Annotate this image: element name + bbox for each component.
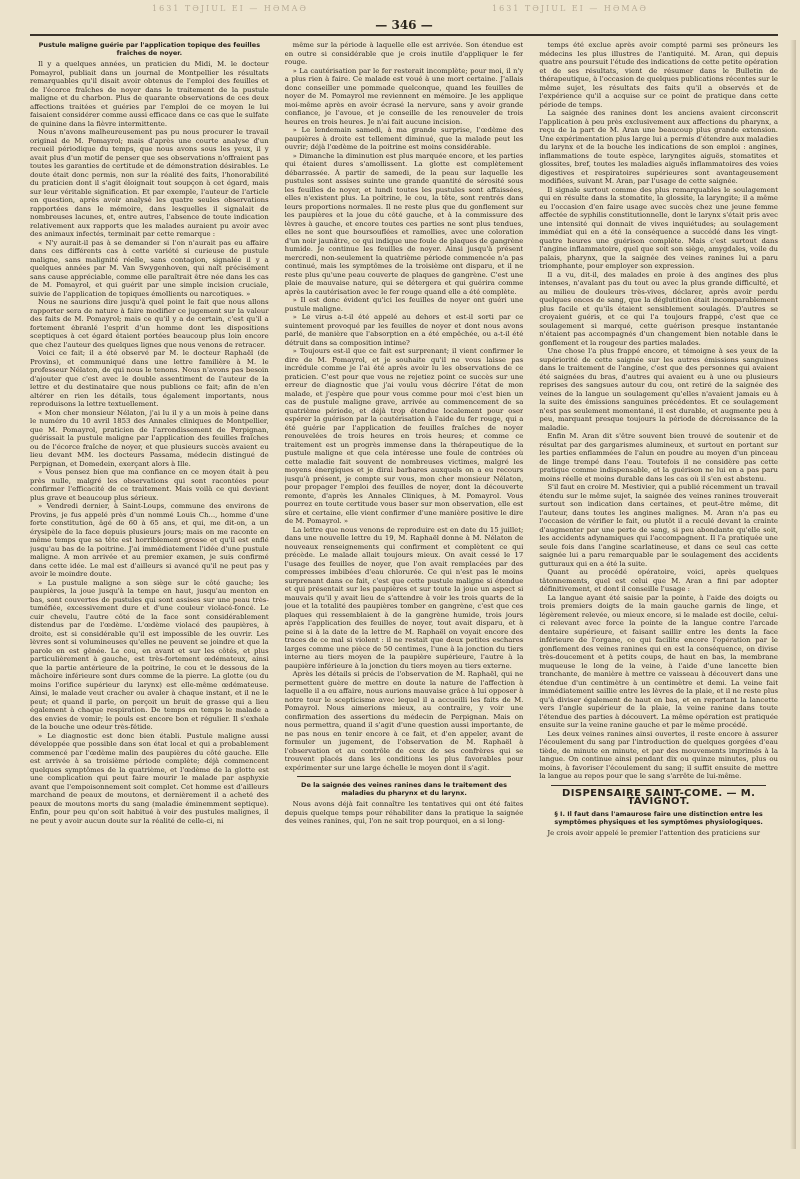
column-2 xyxy=(285,41,524,1151)
column-1 xyxy=(30,41,269,1151)
paragraph: » Vous pensez bien que ma confiance en ce moyen était à peu près nulle, malgré les observations qui sont racontées pour confirmer l'efficacité de ce traitement. Mais voilà ce qui devient plus grave et beaucoup plus sérieux. xyxy=(30,468,269,502)
paragraph: « Mon cher monsieur Nélaton, j'ai lu il y a un mois à peine dans le numéro du 10 avril 1853 des Annales cliniques de Montpellier, que M. Pomayrol, praticien de l'arrondissement de Perpignan, guérissait la pustule maligne par l'application des feuilles fraîches ou de l'écorce fraîche de noyer, et que plusieurs succès avaient eu lieu devant MM. les docteurs Passama, médecin distingué de Perpignan, et Domedein, exerçant alors à Ille. xyxy=(30,408,269,468)
paragraph: Quant au procédé opératoire, voici, après quelques tâtonnements, quel est celui que M. Aran a fini par adopter définitivement, et dont il conseille l'usage : xyxy=(539,568,778,593)
paragraph: Enfin M. Aran dit s'être souvent bien trouvé de soutenir et de résultat par des gargarismes alumineux, et surtout en portant sur les parties enflammées de l'alun en poudre au moyen d'un pinceau de linge trempé dans l'eau. Toutefois il ne considère pas cette pratique comme indispensable, et la guérison ne lui en a pas paru moins réelle et moins durable dans les cas où il s'en est abstenu. xyxy=(539,432,778,483)
paragraph: Nous ne saurions dire jusqu'à quel point le fait que nous allons rapporter sera de nature à faire modifier ce jugement sur la valeur des faits de M. Pomayrol; mais ce qu'il y a de certain, c'est qu'il a fortement ébranlé l'esprit d'un homme dont les dispositions sceptiques à cet égard étaient portées beaucoup plus loin encore que chez l'auteur des quelques lignes que nous venons de retracer. xyxy=(30,298,269,349)
column-3 xyxy=(539,41,778,1151)
paragraph: S'il faut en croire M. Mestivier, qui a publié récemment un travail étendu sur le même sujet, la saignée des veines ranines trouverait surtout son indication dans certaines, et peut-être même, dit l'auteur, dans toutes les angines malignes. M. Aran n'a pas eu l'occasion de vérifier le fait, ou plutôt il a reculé devant la crainte d'augmenter par une perte de sang, si peu abondante qu'elle soit, les accidents adynamiques qui l'accompagnent. Il l'a pratiquée une seule fois dans l'angine scarlatineuse, et dans ce seul cas cette saignée lui a paru remarquable par le soulagement des accidents gutturaux qui en a été la suite. xyxy=(539,483,778,568)
page-number: — 346 — xyxy=(375,18,433,32)
paragraph: Je crois avoir appelé le premier l'attention des praticiens sur xyxy=(547,828,761,837)
show-through-text xyxy=(60,4,740,16)
paragraph: » Le virus a-t-il été appelé au dehors et est-il sorti par ce suintement provoqué par les feuilles de noyer et dont nous avons parlé, de manière que l'absorption en a été empêchée, ou a-t-il été détruit dans sa composition intime? xyxy=(284,313,524,347)
paragraph: » Il est donc évident qu'ici les feuilles de noyer ont guéri une pustule maligne. xyxy=(284,296,524,313)
page-edge-shadow xyxy=(790,40,796,1149)
paragraph: Voici ce fait; il a été observé par M. le docteur Raphaël (de Provins), et communiqué dans une lettre familière à M. le professeur Nélaton, de qui nous le tenons. Nous n'avons pas besoin d'ajouter que c'est avec le double assentiment de l'auteur de la lettre et du destinataire que nous publions ce fait; afin de n'en altérer en rien les détails, tous également importants, nous reproduisons la lettre textuellement. xyxy=(30,349,269,408)
paragraph: Nous n'avons malheureusement pas pu nous procurer le travail original de M. Pomayrol; mais d'après une courte analyse d'un recueil périodique du temps, que nous avons sous les yeux, il y avait plus d'un motif de penser que ses observations n'offraient pas toutes les garanties de certitude et de démonstration désirables. Le doute était donc permis, non sur la réalité des faits, l'honorabilité du praticien dont il s'agit éloignait tout soupçon à cet égard, mais sur leur véritable signification. Et par exemple, l'auteur de l'article en question, après avoir analysé les quatre seules observations rapportées dans le mémoire, dans lesquelles il signalait de nombreuses lacunes, et, entre autres, l'absence de toute indication relativement aux rapports que les malades auraient pu avoir avec des animaux infectés, terminait par cette remarque : xyxy=(30,128,269,238)
paragraph: » Le lendemain samedi, à ma grande surprise, l'œdème des paupières à droite est tellement diminué, que la malade peut les ouvrir; déjà l'œdème de la poitrine est moins considérable. xyxy=(284,126,524,151)
paragraph: La lettre que nous venons de reproduire est en date du 15 juillet; dans une nouvelle lettre du 19, M. Raphaël donne à M. Nélaton de nouveaux renseignements qui confirment et complètent ce qui précède. Le malade allait toujours mieux. On avait cessé le 17 l'usage des feuilles de noyer, que l'on avait remplacées par des compresses imbibées d'eau chlorurée. Ce qui n'est pas le moins surprenant dans ce fait, c'est que cette pustule maligne si étendue et qui présentait sur les paupières et sur toute la joue un aspect si mauvais qu'il y avait lieu de s'attendre à voir les trois quarts de la joue et la totalité des paupières tomber en gangrène, c'est que ces plaques qui ressemblaient à de la gangrène humide, trois jours après l'application des feuilles de noyer, tout avait disparu, et à peine si à la date de la lettre de M. Raphaël on voyait encore des traces de ce mal si violent : il ne restait que deux petites eschares larges comme une pièce de 50 centimes, l'une à la jonction du tiers interne au tiers moyen de la paupière supérieure, l'autre à la paupière inférieure à la jonction du tiers moyen au tiers externe. xyxy=(284,525,524,670)
paragraph: Il signale surtout comme des plus remarquables le soulagement qui en résulte dans la stomatite, la glossite, la laryngite; il a même eu l'occasion d'en faire usage avec succès chez une jeune femme affectée de syphilis constitutionnelle, dont le larynx s'était pris avec une intensité qui donnait de vives inquiétudes; au soulagement immédiat qui en a été la conséquence a succédé dans les vingt-quatre heures une guérison complète. Mais c'est surtout dans l'angine inflammatoire, quel que soit son siège, amygdales, voile du palais, pharynx, que la saignée des veines ranines lui a paru triomphante, pour employer son expression. xyxy=(539,185,778,270)
text-columns xyxy=(30,41,778,1151)
ghost-right: 1631 TƏJIUL EI — HƏMAƏ xyxy=(492,4,648,13)
paragraph: Il y a quelques années, un praticien du Midi, M. le docteur Pomayrol, publiait dans un journal de Montpellier les résultats remarquables qu'il disait avoir obtenus de l'emploi des feuilles et de l'écorce fraîches de noyer dans le traitement de la pustule maligne et du charbon. Plus de quarante observations de ces deux affections traitées et guéries par l'emploi de ce moyen le lui faisaient considérer comme aussi efficace dans ce cas que le sulfate de quinine dans la fièvre intermittente. xyxy=(30,60,269,128)
paragraph: Une chose l'a plus frappé encore, et témoigne à ses yeux de la supériorité de cette saignée sur les autres émissions sanguines dans le traitement de l'angine, c'est que des personnes qui avaient été saignées du bras, d'autres qui avaient eu à une ou plusieurs reprises des sangsues autour du cou, ont retiré de la saignée des veines de la langue un soulagement qu'elles n'avaient jamais eu à la suite des émissions sanguines précédentes. Et ce soulagement n'est pas seulement momentané, il est durable, et augmente peu à peu, marquant presque toujours la période de décroissance de la maladie. xyxy=(539,347,778,432)
paragraph: La saignée des ranines dont les anciens avaient circonscrit l'application à peu près exclusivement aux affections du pharynx, a reçu de la part de M. Aran une beaucoup plus grande extension. Une expérimentation plus large lui a permis d'étendre aux maladies du larynx et de la bouche les indications de son emploi : angines, inflammations de toute espèce, laryngites aiguës, stomatites et glossites, bref, toutes les maladies aiguës inflammatoires des voies digestives et respiratoires supérieures sont avantageusement modifiées, suivant M. Aran, par l'usage de cette saignée. xyxy=(539,109,778,185)
section-divider xyxy=(297,776,512,777)
ghost-left: 1631 TƏJIUL EI — HƏMAƏ xyxy=(152,4,308,13)
paragraph: La langue ayant été saisie par la pointe, à l'aide des doigts ou trois premiers doigts de la main gauche garnis de linge, et légèrement relevée, ou mieux encore, si le malade est docile, celui-ci relevant avec force la pointe de la langue contre l'arcade dentaire supérieure, et faisant saillir entre les dents la face inférieure de l'organe, ce qui facilite encore l'opération par le gonflement des veines ranines qui en est la conséquence, on divise très-doucement et à petits coups, de haut en bas, la membrane muqueuse le long de la veine, à l'aide d'une lancette bien tranchante, de manière à mettre ce vaisseau à découvert dans une étendue d'un centimètre à un centimètre et demi. La veine fait immédiatement saillie entre les lèvres de la plaie, et il ne reste plus qu'à diviser également de haut en bas, et en reportant la lancette vers l'angle supérieur de la plaie, la veine ranine dans toute l'étendue des parties à découvert. La même opération est pratiquée ensuite sur la veine ranine gauche et par le même procédé. xyxy=(539,593,778,729)
paragraph: » La pustule maligne a son siège sur le côté gauche; les paupières, la joue jusqu'à la tempe en haut, jusqu'au menton en bas, sont couvertes de pustules qui sont assises sur une peau très-tuméfiée, excessivement dure et d'une couleur violacé-foncé. Le cuir chevelu, l'autre côté de la face sont considérablement distendus par de l'œdème. L'œdème violacé des paupières, à droite, est si considérable qu'il est impossible de les ouvrir. Les lèvres sont si volumineuses qu'elles ne peuvent se joindre et que la parole en est gênée. Le cou, en avant et sur les côtés, et plus particulièrement à gauche, est très-fortement œdémateux, ainsi que la partie antérieure de la poitrine, le cou et le dessous de la mâchoire inférieure sont durs comme de la pierre. La glotte (ou du moins l'orifice supérieur du larynx) est elle-même œdémateuse. Ainsi, le malade veut cracher ou avaler à chaque instant, et il ne le peut; et quand il parle, on perçoit un bruit de grasse qui a lieu également à chaque respiration. De temps en temps le malade a des envies de vomir; le pouls est encore bon et régulier. Il s'exhale de la bouche une odeur très-fétide. xyxy=(30,578,269,731)
paragraph: même sur la période à laquelle elle est arrivée. Son étendue est en outre si considérable que je crois inutile d'appliquer le fer rouge. xyxy=(284,41,524,66)
article-heading-pustule: Pustule maligne guérie par l'application topique des feuilles fraîches de noyer. xyxy=(38,41,261,57)
paragraph: » La cautérisation par le fer resterait incomplète; pour moi, il n'y a plus rien à faire. Ce malade est voué à une mort certaine. J'allais donc conseiller une pommade quelconque, quand les feuilles de noyer de M. Pomayrol me reviennent en mémoire. Je les applique moi-même après en avoir écrasé la nervure, sans y avoir grande confiance, je l'avoue, et je conseille de les renouveler de trois heures en trois heures. Je n'ai fait aucune incision. xyxy=(284,66,524,126)
paragraph: » Vendredi dernier, à Saint-Loups, commune des environs de Provins, je fus appelé près d'un nommé Louis Ch..., homme d'une forte constitution, âgé de 60 à 65 ans, et qui, me dit-on, a un érysipèle de la face depuis plusieurs jours; mais on me raconte en même temps que sa tête est horriblement grosse et qu'il est enflé jusqu'au bas de la poitrine. J'ai immédiatement l'idée d'une pustule maligne. À mon arrivée et au premier examen, je suis confirmé dans cette idée. Le mal est d'ailleurs si avancé qu'il ne peut pas y avoir le moindre doute. xyxy=(30,502,269,578)
paragraph: Il a vu, dit-il, des malades en proie à des angines des plus intenses, n'avalant pas du tout ou avec la plus grande difficulté, et au milieu de douleurs très-vives, déclarer, après avoir perdu quelques onces de sang, que la déglutition était incomparablement plus facile et qu'ils étaient sensiblement soulagés. D'autres se croyaient guéris, et ce qui l'a toujours frappé, c'est que ce soulagement si marqué, cette guérison presque instantanée n'étaient pas accompagnés d'un changement bien notable dans le gonflement et la rougeur des parties malades. xyxy=(539,270,778,347)
section-divider xyxy=(551,785,766,786)
paragraph: Après les détails si précis de l'observation de M. Raphaël, qui ne permettent guère de mettre en doute la nature de l'affection à laquelle il a eu affaire, nous aurions mauvaise grâce à lui opposer à notre tour le scepticisme avec lequel il a accueilli les faits de M. Pomayrol. Nous aimerions mieux, au contraire, y voir une confirmation des assertions du médecin de Perpignan. Mais on nous permettra, quand il s'agit d'une question aussi importante, de ne pas nous en tenir encore à ce fait, et d'en appeler, avant de formuler un jugement, de l'observation de M. Raphaël à l'observation et au contrôle de ceux de ses confrères qui se trouvent placés dans les conditions les plus favorables pour expérimenter sur une large échelle le moyen dont il s'agit. xyxy=(284,670,524,772)
paragraph: » Toujours est-il que ce fait est surprenant; il vient confirmer le dire de M. Pomayrol, et je souhaite qu'il ne vous laisse pas incrédule comme je l'ai été après avoir lu les observations de ce praticien. C'est pour que vous ne rejetiez point ce succès sur une erreur de diagnostic que j'ai voulu vous décrire l'état de mon malade, et j'espère que pour vous comme pour moi c'est bien un cas de pustule maligne grave, arrivée au commencement de sa quatrième période, et déjà trop étendue localement pour oser espérer la guérison par la cautérisation à l'aide du fer rouge, qui a été guérie par l'application de feuilles fraîches de noyer renouvelées de trois heures en trois heures; et comme ce traitement est un progrès immense dans la thérapeutique de la pustule maligne et que cela intéresse une foule de contrées où cette maladie fait souvent de nombreuses victimes, malgré les moyens énergiques et je dirai barbares auxquels on a eu recours jusqu'à présent, je compte sur vous, mon cher monsieur Nélaton, pour propager l'emploi des feuilles de noyer, dont la découverte remonte, d'après les Annales Cliniques, à M. Pomayrol. Vous pourrez en toute certitude vous baser sur mon observation, elle est sûre et certaine, elle vient confirmer d'une manière positive le dire de M. Pomayrol. » xyxy=(284,347,524,525)
paragraph: Nous avons déjà fait connaître les tentatives qui ont été faites depuis quelque temps pour réhabiliter dans la pratique la saignée des veines ranines, qui, l'on ne sait trop pourquoi, en a si long- xyxy=(284,800,524,825)
article-heading-saignee: De la saignée des veines ranines dans le traitement des maladies du pharynx et du larynx. xyxy=(301,781,507,797)
paragraph: temps été exclue après avoir compté parmi ses prôneurs les médecins les plus illustres de l'antiquité. M. Aran, qui depuis quatre ans poursuit l'étude des indications de cette petite opération et de ses résultats, vient de résumer dans le Bulletin de thérapeutique, à l'occasion de quelques publications récentes sur le même sujet, les résultats des faits qu'il a observés et de l'expérience qu'il a acquise sur ce point de pratique dans cette période de temps. xyxy=(539,41,778,109)
paragraph: » Le diagnostic est donc bien établi. Pustule maligne aussi développée que possible dans son état local et qui a probablement commencé par l'œdème malin des paupières du côté gauche. Elle est arrivée à sa troisième période complète; déjà commencent quelques symptômes de la quatrième, et l'œdème de la glotte est une complication qui peut faire mourir le malade par asphyxie avant que l'empoisonnement soit complet. Cet homme est d'ailleurs marchand de peaux de moutons, et dernièrement il a acheté des peaux de moutons morts du sang (maladie éminemment septique). Enfin, pour peu qu'on soit habitué à voir des pustules malignes, il ne peut y avoir aucun doute sur la réalité de celle-ci, ni xyxy=(30,731,269,825)
paragraph: « N'y aurait-il pas à se demander si l'on n'aurait pas eu affaire dans ces différents cas à cette variété si curieuse de pustule maligne, sans malignité réelle, sans contagion, signalée il y a quelques années par M. Van Swygenhoven, qui naît précisément sans cause appréciable, comme elle paraîtrait être née dans les cas de M. Pomayrol, et qui guérit par une simple incision cruciale, suivie de l'application de topiques émollients ou narcotiques. » xyxy=(30,238,269,298)
section-subheading: § I. Il faut dans l'amaurose faire une distinction entre les symptômes physiques et les symptômes physiologiques. xyxy=(554,809,763,826)
section-title-dispensaire: DISPENSAIRE SAINT-COME. — M. TAVIGNOT. xyxy=(562,787,756,807)
header-rule xyxy=(30,34,778,36)
paragraph: » Dimanche la diminution est plus marquée encore, et les parties qui étaient dures s'amollissent. La glotte est complètement débarrassée. À partir de samedi, de la peau sur laquelle les pustules sont assises suinte une grande quantité de sérosité sous les feuilles de noyer, et lundi toutes les pustules sont affaissées, elles n'existent plus. La poitrine, le cou, la tête, sont rentrés dans leurs proportions normales. Il ne reste plus que du gonflement sur les paupières et la joue du côté gauche, et à la commissure des lèvres à gauche, et encore toutes ces parties ne sont plus tendues, elles ne sont que boursouflées et ramollies, avec une coloration d'un noir jaunâtre, ce qui indique une foule de plaques de gangrène humide. Je continue les feuilles de noyer. Ainsi jusqu'à présent mercredi, non-seulement la quatrième période commencée n'a pas continué, mais les symptômes de la troisième ont disparu, et il ne reste plus qu'une peau couverte de plaques de gangrène. C'est une plaie de mauvaise nature, qui se détergera et qui guérira comme après la cautérisation avec le fer rouge quand elle a été complète. xyxy=(284,151,524,296)
paragraph: Les deux veines ranines ainsi ouvertes, il reste encore à assurer l'écoulement du sang par l'introduction de quelques gorgées d'eau tiède, de minute en minute, et par des mouvements imprimés à la langue. On continue ainsi pendant dix ou quinze minutes, plus ou moins, à favoriser l'écoulement du sang; il suffit ensuite de mettre la langue au repos pour que le sang s'arrête de lui-même. xyxy=(539,729,778,780)
